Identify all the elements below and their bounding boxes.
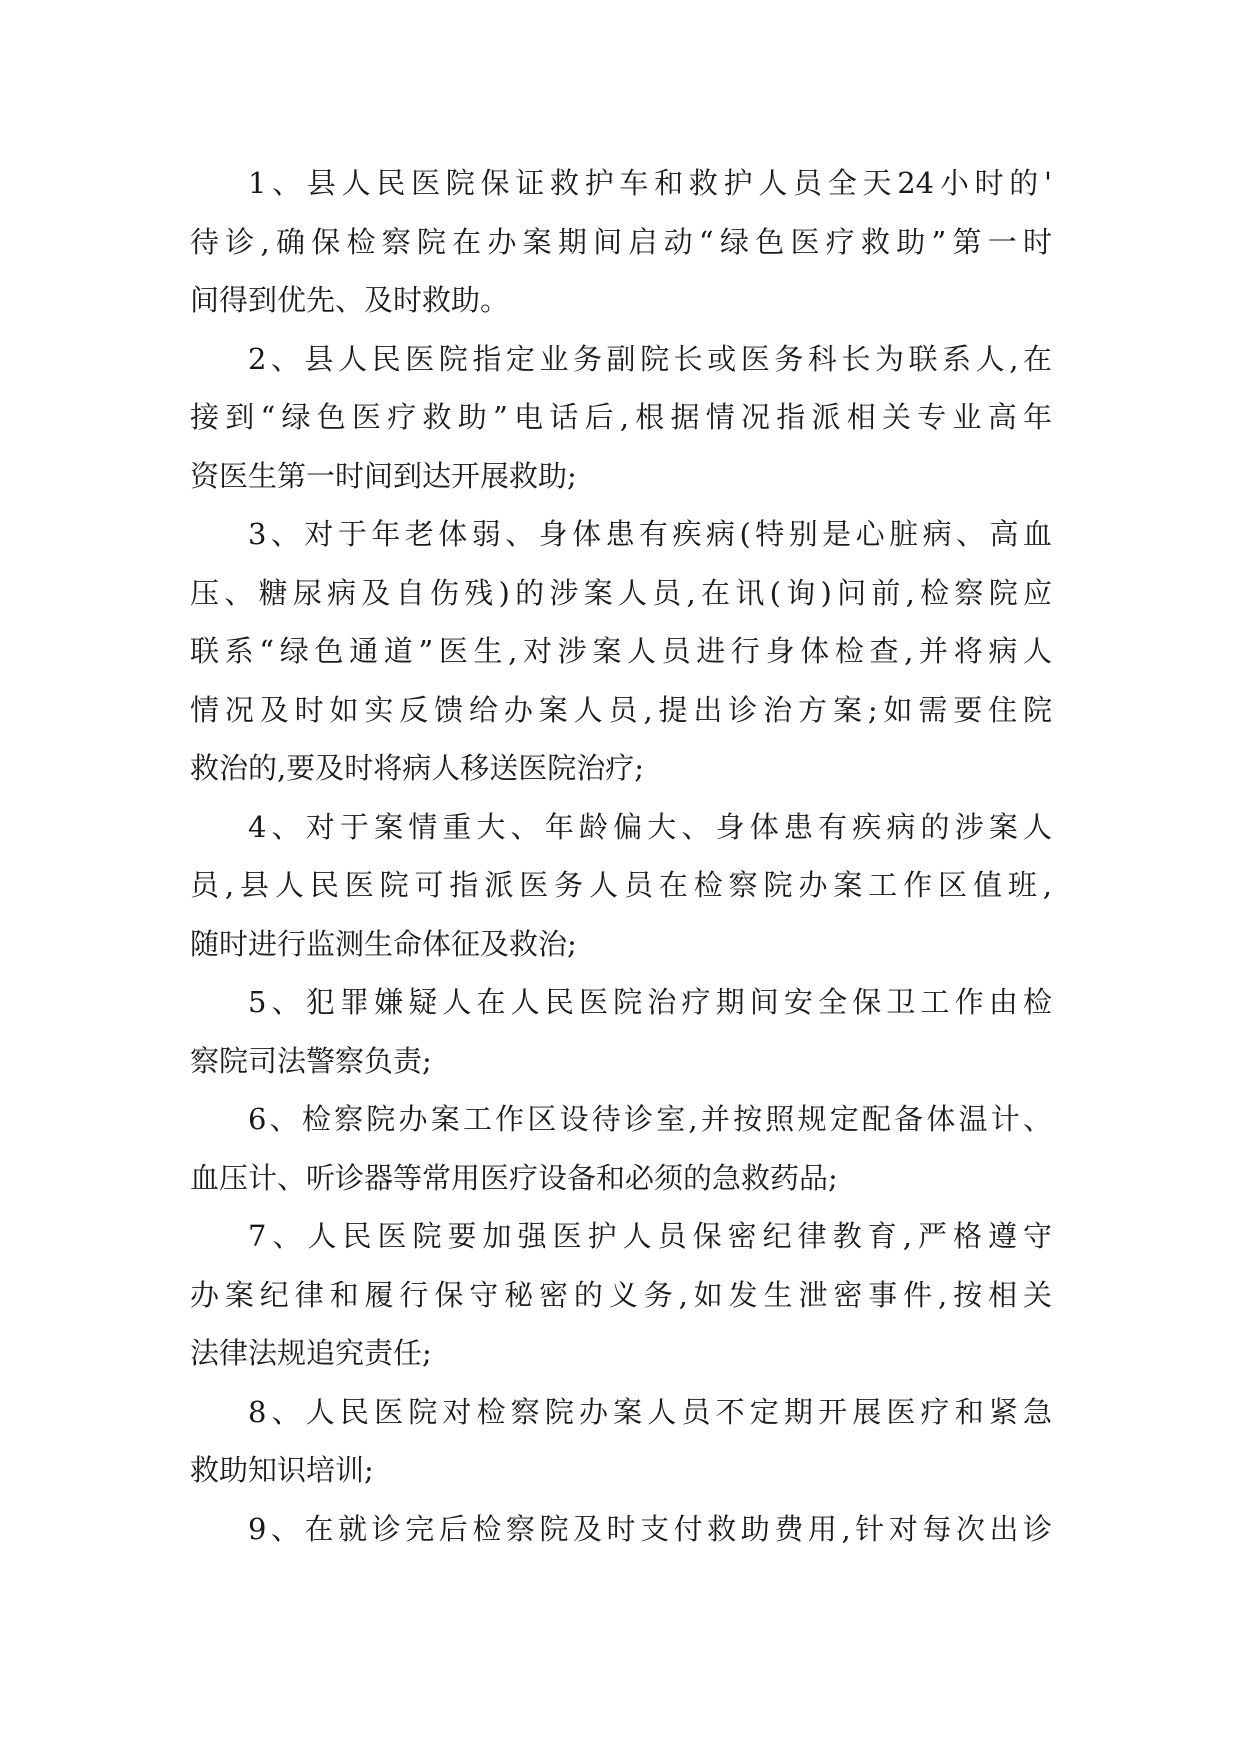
text-line: 随时进行监测生命体征及救治; — [190, 926, 577, 961]
text-line: 7、人民医院要加强医护人员保密纪律教育,严格遵守 — [248, 1219, 1052, 1253]
paragraph-5 — [190, 973, 1052, 1090]
text-line: 9、在就诊完后检察院及时支付救助费用,针对每次出诊 — [248, 1511, 1052, 1546]
text-line: 1、县人民医院保证救护车和救护人员全天24小时的' — [248, 166, 1052, 200]
paragraph-2 — [190, 330, 1052, 506]
text-line: 救治的,要及时将病人移送医院治疗; — [190, 751, 644, 785]
text-line: 资医生第一时间到达开展救助; — [190, 458, 577, 493]
paragraph-4 — [190, 798, 1052, 974]
text-line: 8、人民医院对检察院办案人员不定期开展医疗和紧急 — [248, 1394, 1052, 1429]
text-line: 救助知识培训; — [190, 1453, 374, 1487]
paragraph-3 — [190, 505, 1052, 798]
text-line: 接到“绿色医疗救助”电话后,根据情况指派相关专业高年 — [190, 400, 1052, 434]
text-line: 办案纪律和履行保守秘密的义务,如发生泄密事件,按相关 — [190, 1277, 1052, 1312]
text-line: 情况及时如实反馈给办案人员,提出诊治方案;如需要住院 — [190, 692, 1052, 727]
paragraph-9 — [190, 1500, 1052, 1559]
paragraph-6 — [190, 1090, 1052, 1207]
text-line: 员,县人民医院可指派医务人员在检察院办案工作区值班, — [190, 868, 1052, 902]
text-line: 压、糖尿病及自伤残)的涉案人员,在讯(询)问前,检察院应 — [190, 575, 1052, 610]
paragraph-7 — [190, 1207, 1052, 1383]
text-line: 法律法规追究责任; — [190, 1336, 432, 1370]
text-line: 3、对于年老体弱、身体患有疾病(特别是心脏病、高血 — [248, 517, 1052, 551]
text-line: 联系“绿色通道”医生,对涉案人员进行身体检查,并将病人 — [190, 634, 1052, 668]
text-line: 待诊,确保检察院在办案期间启动“绿色医疗救助”第一时 — [190, 224, 1052, 259]
text-line: 间得到优先、及时救助。 — [190, 283, 510, 317]
text-line: 2、县人民医院指定业务副院长或医务科长为联系人,在 — [248, 341, 1052, 376]
document-body — [190, 154, 1052, 1558]
paragraph-8 — [190, 1383, 1052, 1500]
text-line: 4、对于案情重大、年龄偏大、身体患有疾病的涉案人 — [248, 809, 1052, 844]
text-line: 6、检察院办案工作区设待诊室,并按照规定配备体温计、 — [248, 1102, 1052, 1136]
text-line: 血压计、听诊器等常用医疗设备和必须的急救药品; — [190, 1160, 838, 1195]
paragraph-1 — [190, 154, 1052, 330]
text-line: 察院司法警察负责; — [190, 1043, 432, 1078]
text-line: 5、犯罪嫌疑人在人民医院治疗期间安全保卫工作由检 — [248, 985, 1052, 1019]
